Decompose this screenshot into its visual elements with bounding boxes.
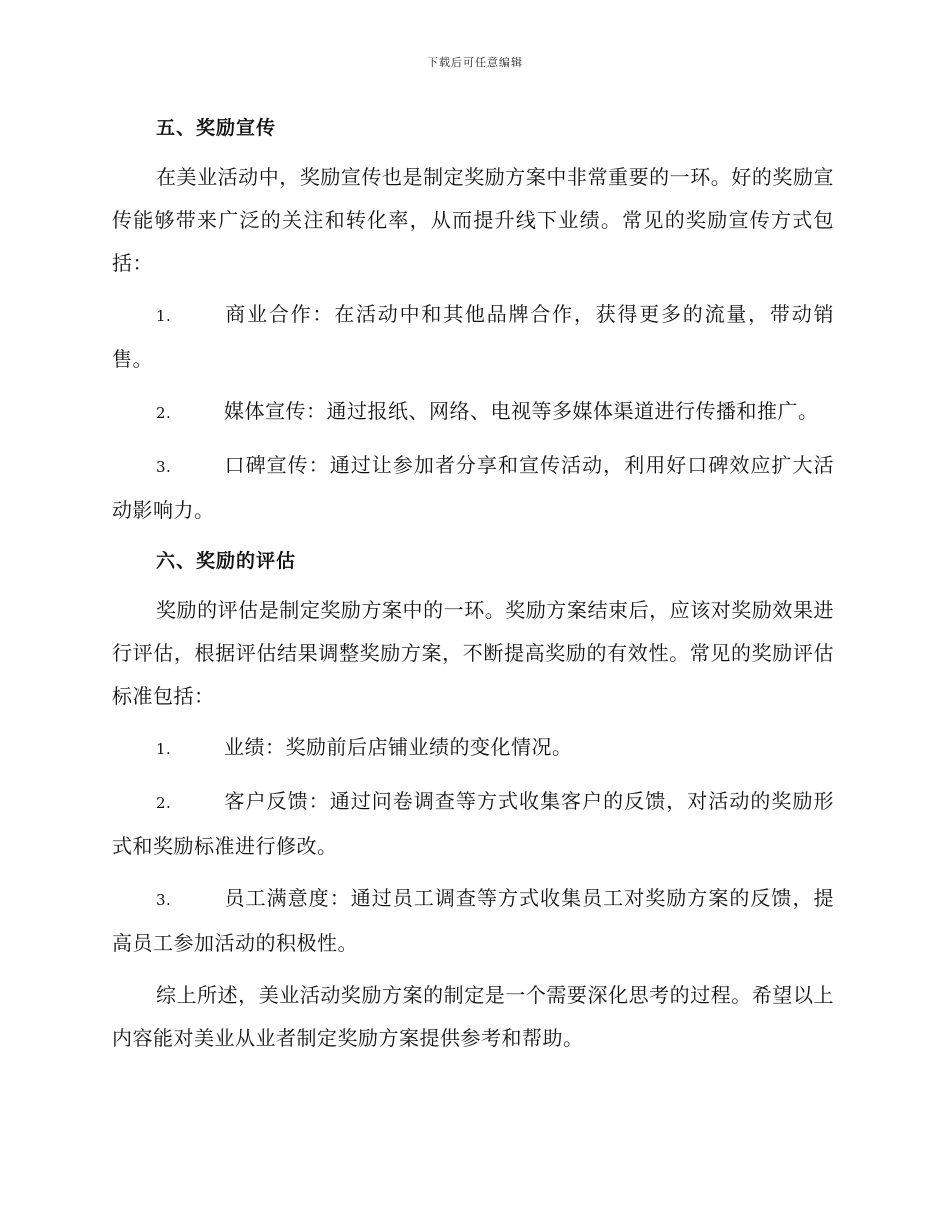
list-item-number: 3. [156, 458, 172, 476]
list-item-text: 媒体宣传：通过报纸、网络、电视等多媒体渠道进行传播和推广。 [224, 399, 819, 423]
list-item-text: 业绩：奖励前后店铺业绩的变化情况。 [224, 735, 573, 759]
list-item-number: 1. [156, 307, 172, 325]
section-5-intro: 在美业活动中，奖励宣传也是制定奖励方案中非常重要的一环。好的奖励宣传能够带来广泛的关注和转化率，从而提升线下业绩。常见的奖励宣传方式包括： [112, 165, 834, 275]
header-note: 下载后可任意编辑 [427, 56, 523, 69]
list-item-number: 2. [156, 404, 172, 422]
list-item [112, 780, 834, 868]
conclusion-paragraph: 综上所述，美业活动奖励方案的制定是一个需要深化思考的过程。希望以上内容能对美业从业者制定奖励方案提供参考和帮助。 [112, 983, 834, 1050]
list-item-text: 商业合作：在活动中和其他品牌合作，获得更多的流量，带动销售。 [112, 302, 834, 371]
list-item-text: 客户反馈：通过问卷调查等方式收集客户的反馈，对活动的奖励形式和奖励标准进行修改。 [112, 789, 834, 858]
section-6-intro: 奖励的评估是制定奖励方案中的一环。奖励方案结束后，应该对奖励效果进行评估，根据评估结果调整奖励方案，不断提高奖励的有效性。常见的奖励评估标准包括： [112, 598, 834, 708]
list-item-number: 1. [156, 740, 172, 758]
list-item [112, 444, 834, 532]
list-item-number: 3. [156, 891, 172, 909]
document-body [112, 108, 834, 1068]
list-item [112, 390, 834, 435]
section-heading-6: 六、奖励的评估 [156, 550, 297, 572]
list-item [112, 726, 834, 771]
list-item-text: 员工满意度：通过员工调查等方式收集员工对奖励方案的反馈，提高员工参加活动的积极性。 [112, 886, 834, 955]
section-heading-5: 五、奖励宣传 [156, 117, 277, 139]
list-item-number: 2. [156, 794, 172, 812]
list-item [112, 293, 834, 381]
list-item [112, 877, 834, 965]
list-item-text: 口碑宣传：通过让参加者分享和宣传活动，利用好口碑效应扩大活动影响力。 [112, 453, 834, 522]
